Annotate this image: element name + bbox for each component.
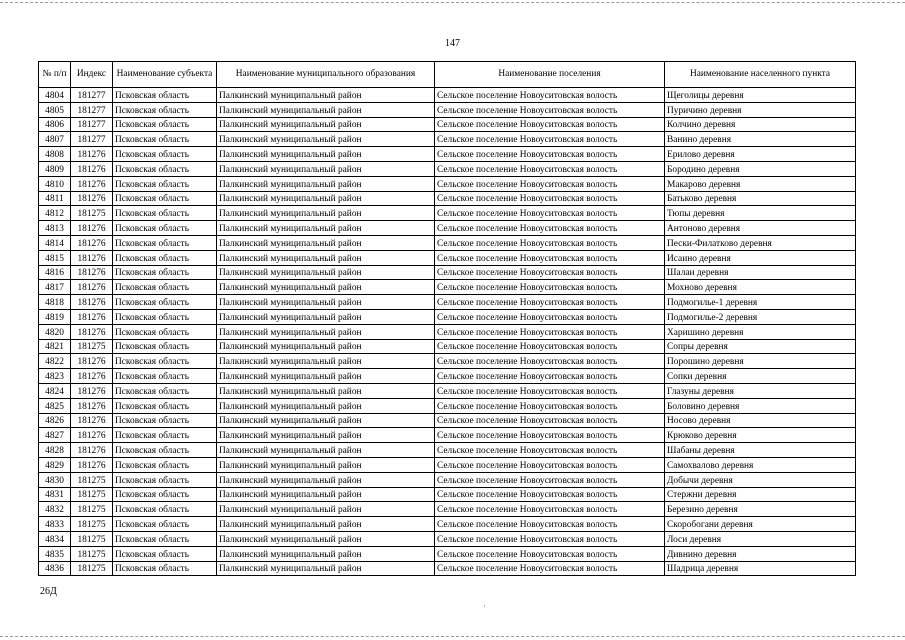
table-row [39, 206, 856, 221]
cell-number: 4810 [39, 176, 71, 191]
cell-locality: Порошино деревня [665, 354, 856, 369]
cell-subject: Псковская область [113, 457, 217, 472]
cell-locality: Сопки деревня [665, 369, 856, 384]
cell-subject: Псковская область [113, 250, 217, 265]
cell-subject: Псковская область [113, 369, 217, 384]
cell-number: 4821 [39, 339, 71, 354]
table-row [39, 383, 856, 398]
cell-locality: Пески-Филатково деревня [665, 235, 856, 250]
cell-settlement: Сельское поселение Новоуситовская волость [435, 457, 665, 472]
cell-subject: Псковская область [113, 161, 217, 176]
cell-locality: Сопры деревня [665, 339, 856, 354]
cell-number: 4808 [39, 147, 71, 162]
cell-subject: Псковская область [113, 132, 217, 147]
table-row [39, 324, 856, 339]
cell-subject: Псковская область [113, 339, 217, 354]
table-row [39, 398, 856, 413]
cell-municipality: Палкинский муниципальный район [217, 443, 435, 458]
cell-municipality: Палкинский муниципальный район [217, 191, 435, 206]
cell-locality: Глазуны деревня [665, 383, 856, 398]
table-row [39, 295, 856, 310]
cell-settlement: Сельское поселение Новоуситовская волость [435, 206, 665, 221]
cell-settlement: Сельское поселение Новоуситовская волость [435, 191, 665, 206]
cell-number: 4830 [39, 472, 71, 487]
cell-settlement: Сельское поселение Новоуситовская волость [435, 339, 665, 354]
cell-municipality: Палкинский муниципальный район [217, 235, 435, 250]
cell-subject: Псковская область [113, 413, 217, 428]
cell-number: 4807 [39, 132, 71, 147]
cell-locality: Шалаи деревня [665, 265, 856, 280]
cell-number: 4819 [39, 309, 71, 324]
cell-municipality: Палкинский муниципальный район [217, 546, 435, 561]
cell-number: 4816 [39, 265, 71, 280]
cell-subject: Псковская область [113, 206, 217, 221]
cell-locality: Боловино деревня [665, 398, 856, 413]
table-row [39, 457, 856, 472]
cell-index: 181276 [71, 250, 113, 265]
cell-settlement: Сельское поселение Новоуситовская волость [435, 176, 665, 191]
cell-settlement: Сельское поселение Новоуситовская волость [435, 487, 665, 502]
cell-locality: Колчино деревня [665, 117, 856, 132]
cell-index: 181276 [71, 428, 113, 443]
cell-number: 4815 [39, 250, 71, 265]
cell-subject: Псковская область [113, 354, 217, 369]
cell-municipality: Палкинский муниципальный район [217, 457, 435, 472]
cell-settlement: Сельское поселение Новоуситовская волость [435, 280, 665, 295]
cell-index: 181276 [71, 324, 113, 339]
table-row [39, 309, 856, 324]
cell-settlement: Сельское поселение Новоуситовская волость [435, 102, 665, 117]
cell-settlement: Сельское поселение Новоуситовская волость [435, 147, 665, 162]
cell-subject: Псковская область [113, 221, 217, 236]
cell-number: 4832 [39, 502, 71, 517]
cell-settlement: Сельское поселение Новоуситовская волость [435, 132, 665, 147]
cell-index: 181276 [71, 354, 113, 369]
cell-index: 181277 [71, 102, 113, 117]
table-row [39, 147, 856, 162]
cell-number: 4820 [39, 324, 71, 339]
table-row [39, 88, 856, 103]
table-row [39, 191, 856, 206]
cell-number: 4824 [39, 383, 71, 398]
page-number: 147 [445, 38, 460, 49]
cell-settlement: Сельское поселение Новоуситовская волость [435, 502, 665, 517]
cell-municipality: Палкинский муниципальный район [217, 221, 435, 236]
table-row [39, 280, 856, 295]
table-row [39, 102, 856, 117]
cell-number: 4828 [39, 443, 71, 458]
cell-index: 181277 [71, 88, 113, 103]
table-row [39, 472, 856, 487]
cell-municipality: Палкинский муниципальный район [217, 428, 435, 443]
cell-settlement: Сельское поселение Новоуситовская волость [435, 161, 665, 176]
cell-number: 4822 [39, 354, 71, 369]
cell-number: 4809 [39, 161, 71, 176]
table-row [39, 161, 856, 176]
table-row [39, 250, 856, 265]
cell-settlement: Сельское поселение Новоуситовская волость [435, 428, 665, 443]
cell-subject: Псковская область [113, 398, 217, 413]
table-row [39, 531, 856, 546]
table-row [39, 354, 856, 369]
cell-index: 181275 [71, 502, 113, 517]
cell-index: 181276 [71, 147, 113, 162]
cell-subject: Псковская область [113, 502, 217, 517]
table-row [39, 265, 856, 280]
cell-settlement: Сельское поселение Новоуситовская волость [435, 250, 665, 265]
column-header-locality: Наименование населенного пункта [665, 62, 856, 88]
cell-municipality: Палкинский муниципальный район [217, 502, 435, 517]
cell-subject: Псковская область [113, 383, 217, 398]
cell-number: 4826 [39, 413, 71, 428]
cell-settlement: Сельское поселение Новоуситовская волость [435, 546, 665, 561]
cell-settlement: Сельское поселение Новоуситовская волость [435, 383, 665, 398]
cell-locality: Подмогилье-2 деревня [665, 309, 856, 324]
cell-settlement: Сельское поселение Новоуситовская волость [435, 398, 665, 413]
cell-index: 181275 [71, 206, 113, 221]
cell-index: 181276 [71, 280, 113, 295]
cell-settlement: Сельское поселение Новоуситовская волость [435, 309, 665, 324]
table-row [39, 443, 856, 458]
cell-subject: Псковская область [113, 176, 217, 191]
cell-subject: Псковская область [113, 295, 217, 310]
settlement-registry-table [38, 61, 856, 576]
cell-settlement: Сельское поселение Новоуситовская волость [435, 413, 665, 428]
cell-settlement: Сельское поселение Новоуситовская волость [435, 88, 665, 103]
cell-municipality: Палкинский муниципальный район [217, 206, 435, 221]
cell-locality: Крюково деревня [665, 428, 856, 443]
cell-subject: Псковская область [113, 546, 217, 561]
cell-number: 4812 [39, 206, 71, 221]
column-header-settlement: Наименование поселения [435, 62, 665, 88]
cell-locality: Добычи деревня [665, 472, 856, 487]
cell-index: 181276 [71, 235, 113, 250]
cell-municipality: Палкинский муниципальный район [217, 472, 435, 487]
cell-settlement: Сельское поселение Новоуситовская волость [435, 531, 665, 546]
cell-locality: Харишино деревня [665, 324, 856, 339]
cell-index: 181276 [71, 383, 113, 398]
cell-subject: Псковская область [113, 428, 217, 443]
cell-locality: Ванино деревня [665, 132, 856, 147]
cell-locality: Шадрица деревня [665, 561, 856, 576]
scan-edge-top [0, 2, 905, 3]
cell-number: 4804 [39, 88, 71, 103]
cell-index: 181275 [71, 472, 113, 487]
cell-locality: Самохвалово деревня [665, 457, 856, 472]
cell-municipality: Палкинский муниципальный район [217, 265, 435, 280]
cell-index: 181276 [71, 221, 113, 236]
cell-subject: Псковская область [113, 531, 217, 546]
cell-municipality: Палкинский муниципальный район [217, 383, 435, 398]
scan-dot-mark: · [483, 601, 486, 611]
cell-number: 4811 [39, 191, 71, 206]
cell-number: 4827 [39, 428, 71, 443]
cell-subject: Псковская область [113, 472, 217, 487]
table-row [39, 221, 856, 236]
cell-locality: Тюпы деревня [665, 206, 856, 221]
cell-number: 4818 [39, 295, 71, 310]
cell-number: 4833 [39, 517, 71, 532]
cell-number: 4834 [39, 531, 71, 546]
cell-municipality: Палкинский муниципальный район [217, 250, 435, 265]
cell-index: 181275 [71, 561, 113, 576]
cell-subject: Псковская область [113, 147, 217, 162]
cell-index: 181277 [71, 132, 113, 147]
cell-index: 181276 [71, 265, 113, 280]
cell-locality: Подмогилье-1 деревня [665, 295, 856, 310]
cell-settlement: Сельское поселение Новоуситовская волость [435, 295, 665, 310]
cell-number: 4813 [39, 221, 71, 236]
cell-number: 4805 [39, 102, 71, 117]
cell-locality: Пуричино деревня [665, 102, 856, 117]
cell-number: 4831 [39, 487, 71, 502]
cell-municipality: Палкинский муниципальный район [217, 324, 435, 339]
cell-subject: Псковская область [113, 235, 217, 250]
cell-locality: Макарово деревня [665, 176, 856, 191]
cell-index: 181276 [71, 369, 113, 384]
cell-municipality: Палкинский муниципальный район [217, 354, 435, 369]
cell-locality: Носово деревня [665, 413, 856, 428]
cell-municipality: Палкинский муниципальный район [217, 176, 435, 191]
cell-index: 181275 [71, 517, 113, 532]
column-header-number: № п/п [39, 62, 71, 88]
cell-locality: Антоново деревня [665, 221, 856, 236]
cell-locality: Бородино деревня [665, 161, 856, 176]
cell-subject: Псковская область [113, 487, 217, 502]
cell-index: 181276 [71, 161, 113, 176]
table-row [39, 339, 856, 354]
table-row [39, 369, 856, 384]
cell-municipality: Палкинский муниципальный район [217, 309, 435, 324]
cell-subject: Псковская область [113, 561, 217, 576]
cell-number: 4814 [39, 235, 71, 250]
cell-number: 4823 [39, 369, 71, 384]
cell-index: 181276 [71, 443, 113, 458]
table-row [39, 235, 856, 250]
cell-locality: Исаино деревня [665, 250, 856, 265]
cell-municipality: Палкинский муниципальный район [217, 88, 435, 103]
footer-code: 26Д [40, 586, 57, 597]
cell-settlement: Сельское поселение Новоуситовская волость [435, 517, 665, 532]
column-header-municipality: Наименование муниципального образования [217, 62, 435, 88]
table-row [39, 428, 856, 443]
cell-settlement: Сельское поселение Новоуситовская волость [435, 472, 665, 487]
cell-settlement: Сельское поселение Новоуситовская волость [435, 561, 665, 576]
cell-index: 181276 [71, 457, 113, 472]
cell-subject: Псковская область [113, 265, 217, 280]
table-row [39, 546, 856, 561]
cell-municipality: Палкинский муниципальный район [217, 339, 435, 354]
cell-index: 181276 [71, 309, 113, 324]
cell-number: 4806 [39, 117, 71, 132]
cell-municipality: Палкинский муниципальный район [217, 398, 435, 413]
cell-locality: Скоробогани деревня [665, 517, 856, 532]
cell-subject: Псковская область [113, 102, 217, 117]
table-row [39, 132, 856, 147]
cell-settlement: Сельское поселение Новоуситовская волость [435, 117, 665, 132]
cell-subject: Псковская область [113, 88, 217, 103]
cell-locality: Березино деревня [665, 502, 856, 517]
cell-settlement: Сельское поселение Новоуситовская волость [435, 235, 665, 250]
table-row [39, 487, 856, 502]
scan-edge-bottom [0, 636, 905, 637]
column-header-index: Индекс [71, 62, 113, 88]
cell-municipality: Палкинский муниципальный район [217, 280, 435, 295]
cell-municipality: Палкинский муниципальный район [217, 132, 435, 147]
table-row [39, 117, 856, 132]
cell-municipality: Палкинский муниципальный район [217, 413, 435, 428]
table-row [39, 413, 856, 428]
cell-settlement: Сельское поселение Новоуситовская волость [435, 354, 665, 369]
cell-subject: Псковская область [113, 191, 217, 206]
cell-index: 181275 [71, 487, 113, 502]
cell-municipality: Палкинский муниципальный район [217, 147, 435, 162]
cell-index: 181275 [71, 339, 113, 354]
cell-subject: Псковская область [113, 324, 217, 339]
cell-subject: Псковская область [113, 117, 217, 132]
cell-locality: Лоси деревня [665, 531, 856, 546]
cell-number: 4825 [39, 398, 71, 413]
cell-municipality: Палкинский муниципальный район [217, 102, 435, 117]
cell-number: 4829 [39, 457, 71, 472]
column-header-subject: Наименование субъекта [113, 62, 217, 88]
cell-settlement: Сельское поселение Новоуситовская волость [435, 369, 665, 384]
cell-locality: Шабаны деревня [665, 443, 856, 458]
cell-municipality: Палкинский муниципальный район [217, 487, 435, 502]
cell-locality: Батьково деревня [665, 191, 856, 206]
cell-index: 181276 [71, 191, 113, 206]
cell-subject: Псковская область [113, 517, 217, 532]
cell-municipality: Палкинский муниципальный район [217, 295, 435, 310]
cell-subject: Псковская область [113, 280, 217, 295]
table-row [39, 176, 856, 191]
cell-municipality: Палкинский муниципальный район [217, 369, 435, 384]
cell-subject: Псковская область [113, 443, 217, 458]
cell-index: 181276 [71, 413, 113, 428]
cell-index: 181277 [71, 117, 113, 132]
cell-number: 4817 [39, 280, 71, 295]
table-row [39, 561, 856, 576]
cell-municipality: Палкинский муниципальный район [217, 161, 435, 176]
cell-index: 181275 [71, 546, 113, 561]
cell-municipality: Палкинский муниципальный район [217, 561, 435, 576]
cell-settlement: Сельское поселение Новоуситовская волость [435, 221, 665, 236]
cell-index: 181276 [71, 176, 113, 191]
cell-municipality: Палкинский муниципальный район [217, 517, 435, 532]
table-body [39, 88, 856, 576]
cell-settlement: Сельское поселение Новоуситовская волость [435, 324, 665, 339]
cell-locality: Ерилово деревня [665, 147, 856, 162]
cell-locality: Стержни деревня [665, 487, 856, 502]
cell-index: 181275 [71, 531, 113, 546]
cell-index: 181276 [71, 295, 113, 310]
cell-number: 4835 [39, 546, 71, 561]
cell-settlement: Сельское поселение Новоуситовская волость [435, 443, 665, 458]
cell-municipality: Палкинский муниципальный район [217, 531, 435, 546]
cell-locality: Щеголицы деревня [665, 88, 856, 103]
cell-number: 4836 [39, 561, 71, 576]
cell-locality: Мохново деревня [665, 280, 856, 295]
table-row [39, 517, 856, 532]
cell-locality: Дивнино деревня [665, 546, 856, 561]
cell-subject: Псковская область [113, 309, 217, 324]
table-row [39, 502, 856, 517]
cell-settlement: Сельское поселение Новоуситовская волость [435, 265, 665, 280]
table-header-row [39, 62, 856, 88]
cell-index: 181276 [71, 398, 113, 413]
cell-municipality: Палкинский муниципальный район [217, 117, 435, 132]
